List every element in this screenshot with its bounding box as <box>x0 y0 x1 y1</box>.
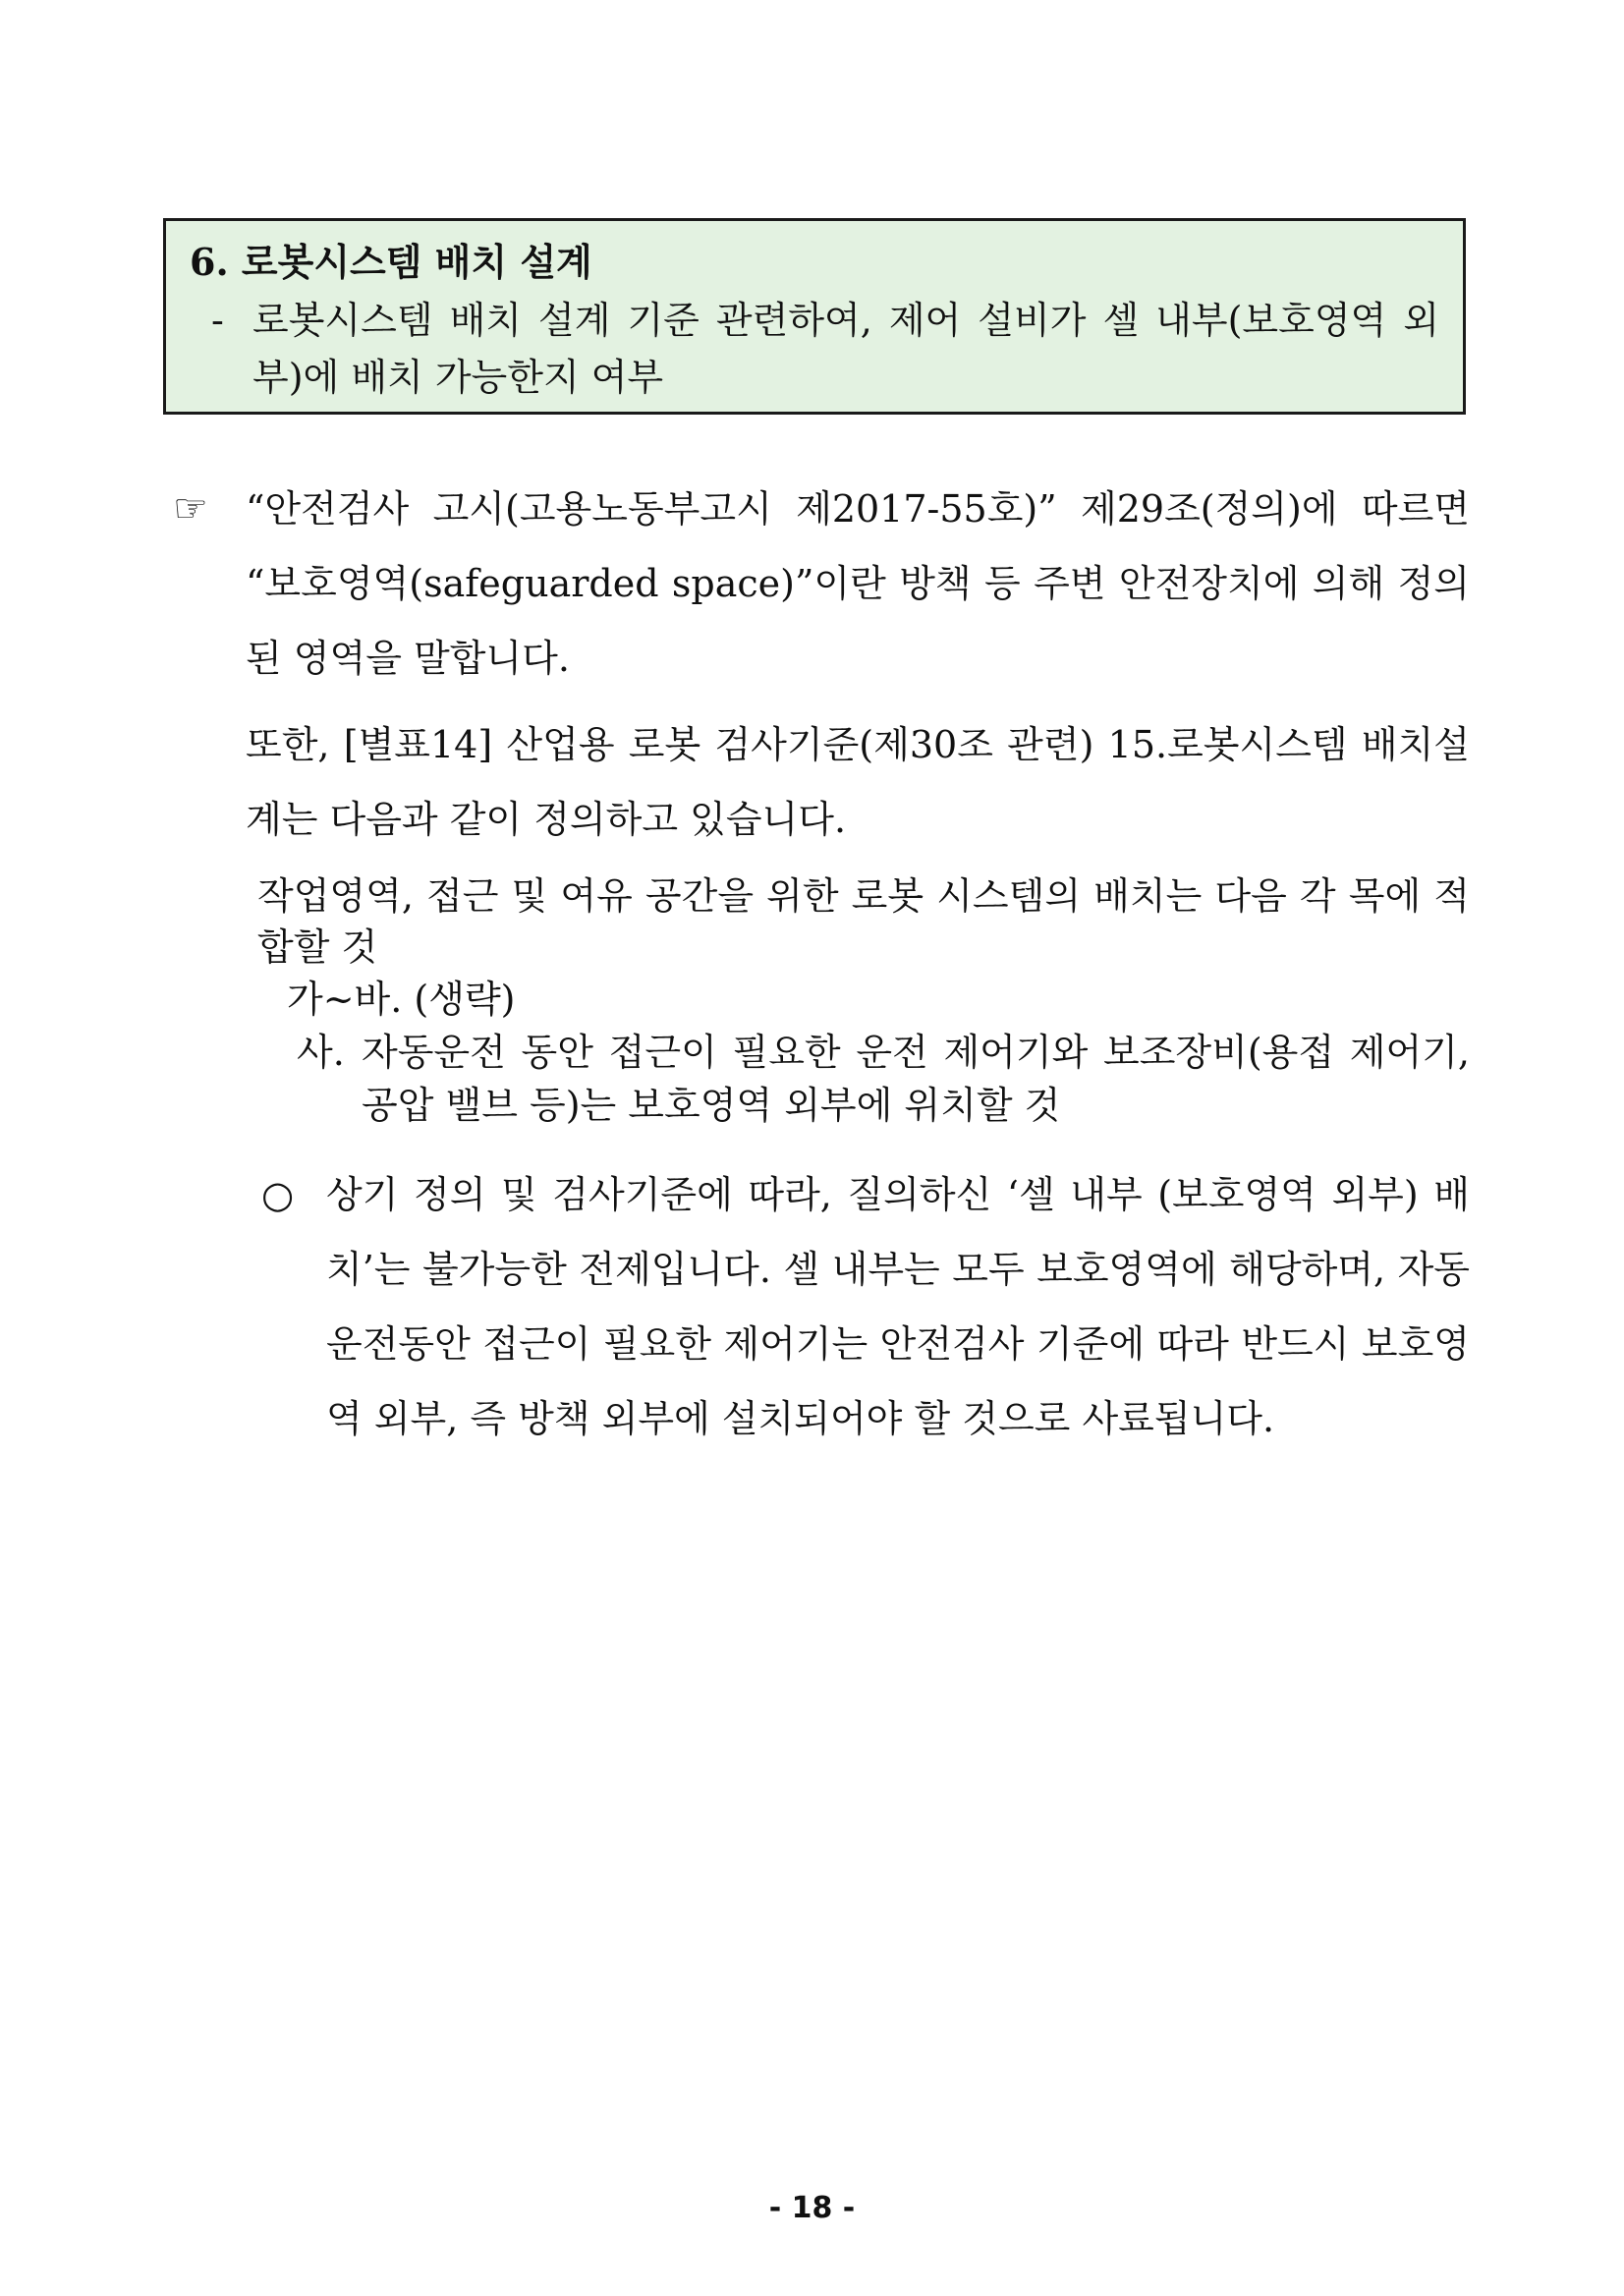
excerpt-item-sa <box>297 1026 1470 1132</box>
question-title: 6. 로봇시스템 배치 설계 <box>190 240 592 284</box>
pointing-hand-icon: ☞ <box>173 486 208 532</box>
excerpt-item-sa-label: 사. <box>297 1031 345 1074</box>
regulation-excerpt: 작업영역, 접근 및 여유 공간을 위한 로봇 시스템의 배치는 다음 각 목에 적합할 것 <box>257 874 1470 969</box>
question-bullet: - <box>211 299 224 342</box>
question-box <box>163 218 1466 415</box>
answer-paragraph-1 <box>173 472 1470 696</box>
answer-section <box>173 472 1470 1456</box>
answer-paragraph-1-text: “안전검사 고시(고용노동부고시 제2017-55호)” 제29조(정의)에 따르면 “보호영역(safeguarded space)”이란 방책 등 주변 안전장치에 의해 정의된 영역을 말합니다. <box>246 487 1470 680</box>
excerpt-item-omitted: 가∼바. (생략) <box>287 978 516 1021</box>
answer-opinion <box>261 1157 1470 1456</box>
question-text-block <box>190 292 1439 406</box>
page-number: - 18 - <box>768 2191 856 2225</box>
circle-bullet-icon: ○ <box>261 1173 295 1216</box>
answer-paragraph-2: 또한, [별표14] 산업용 로봇 검사기준(제30조 관련) 15.로봇시스템 배치설계는 다음과 같이 정의하고 있습니다. <box>246 723 1470 841</box>
question-text: 로봇시스템 배치 설계 기준 관련하여, 제어 설비가 셀 내부(보호영역 외부)에 배치 가능한지 여부 <box>252 299 1439 399</box>
excerpt-item-sa-text: 자동운전 동안 접근이 필요한 운전 제어기와 보조장비(용접 제어기, 공압 밸브 등)는 보호영역 외부에 위치할 것 <box>362 1031 1470 1127</box>
answer-opinion-text: 상기 정의 및 검사기준에 따라, 질의하신 ‘셀 내부 (보호영역 외부) 배치’는 불가능한 전제입니다. 셀 내부는 모두 보호영역에 해당하며, 자동운전동안 접근이 필요한 제어기는 안전검사 기준에 따라 반드시 보호영역 외부, 즉 방책 외부에 설치되어야 할 것으로 사료됩니다. <box>326 1173 1470 1440</box>
